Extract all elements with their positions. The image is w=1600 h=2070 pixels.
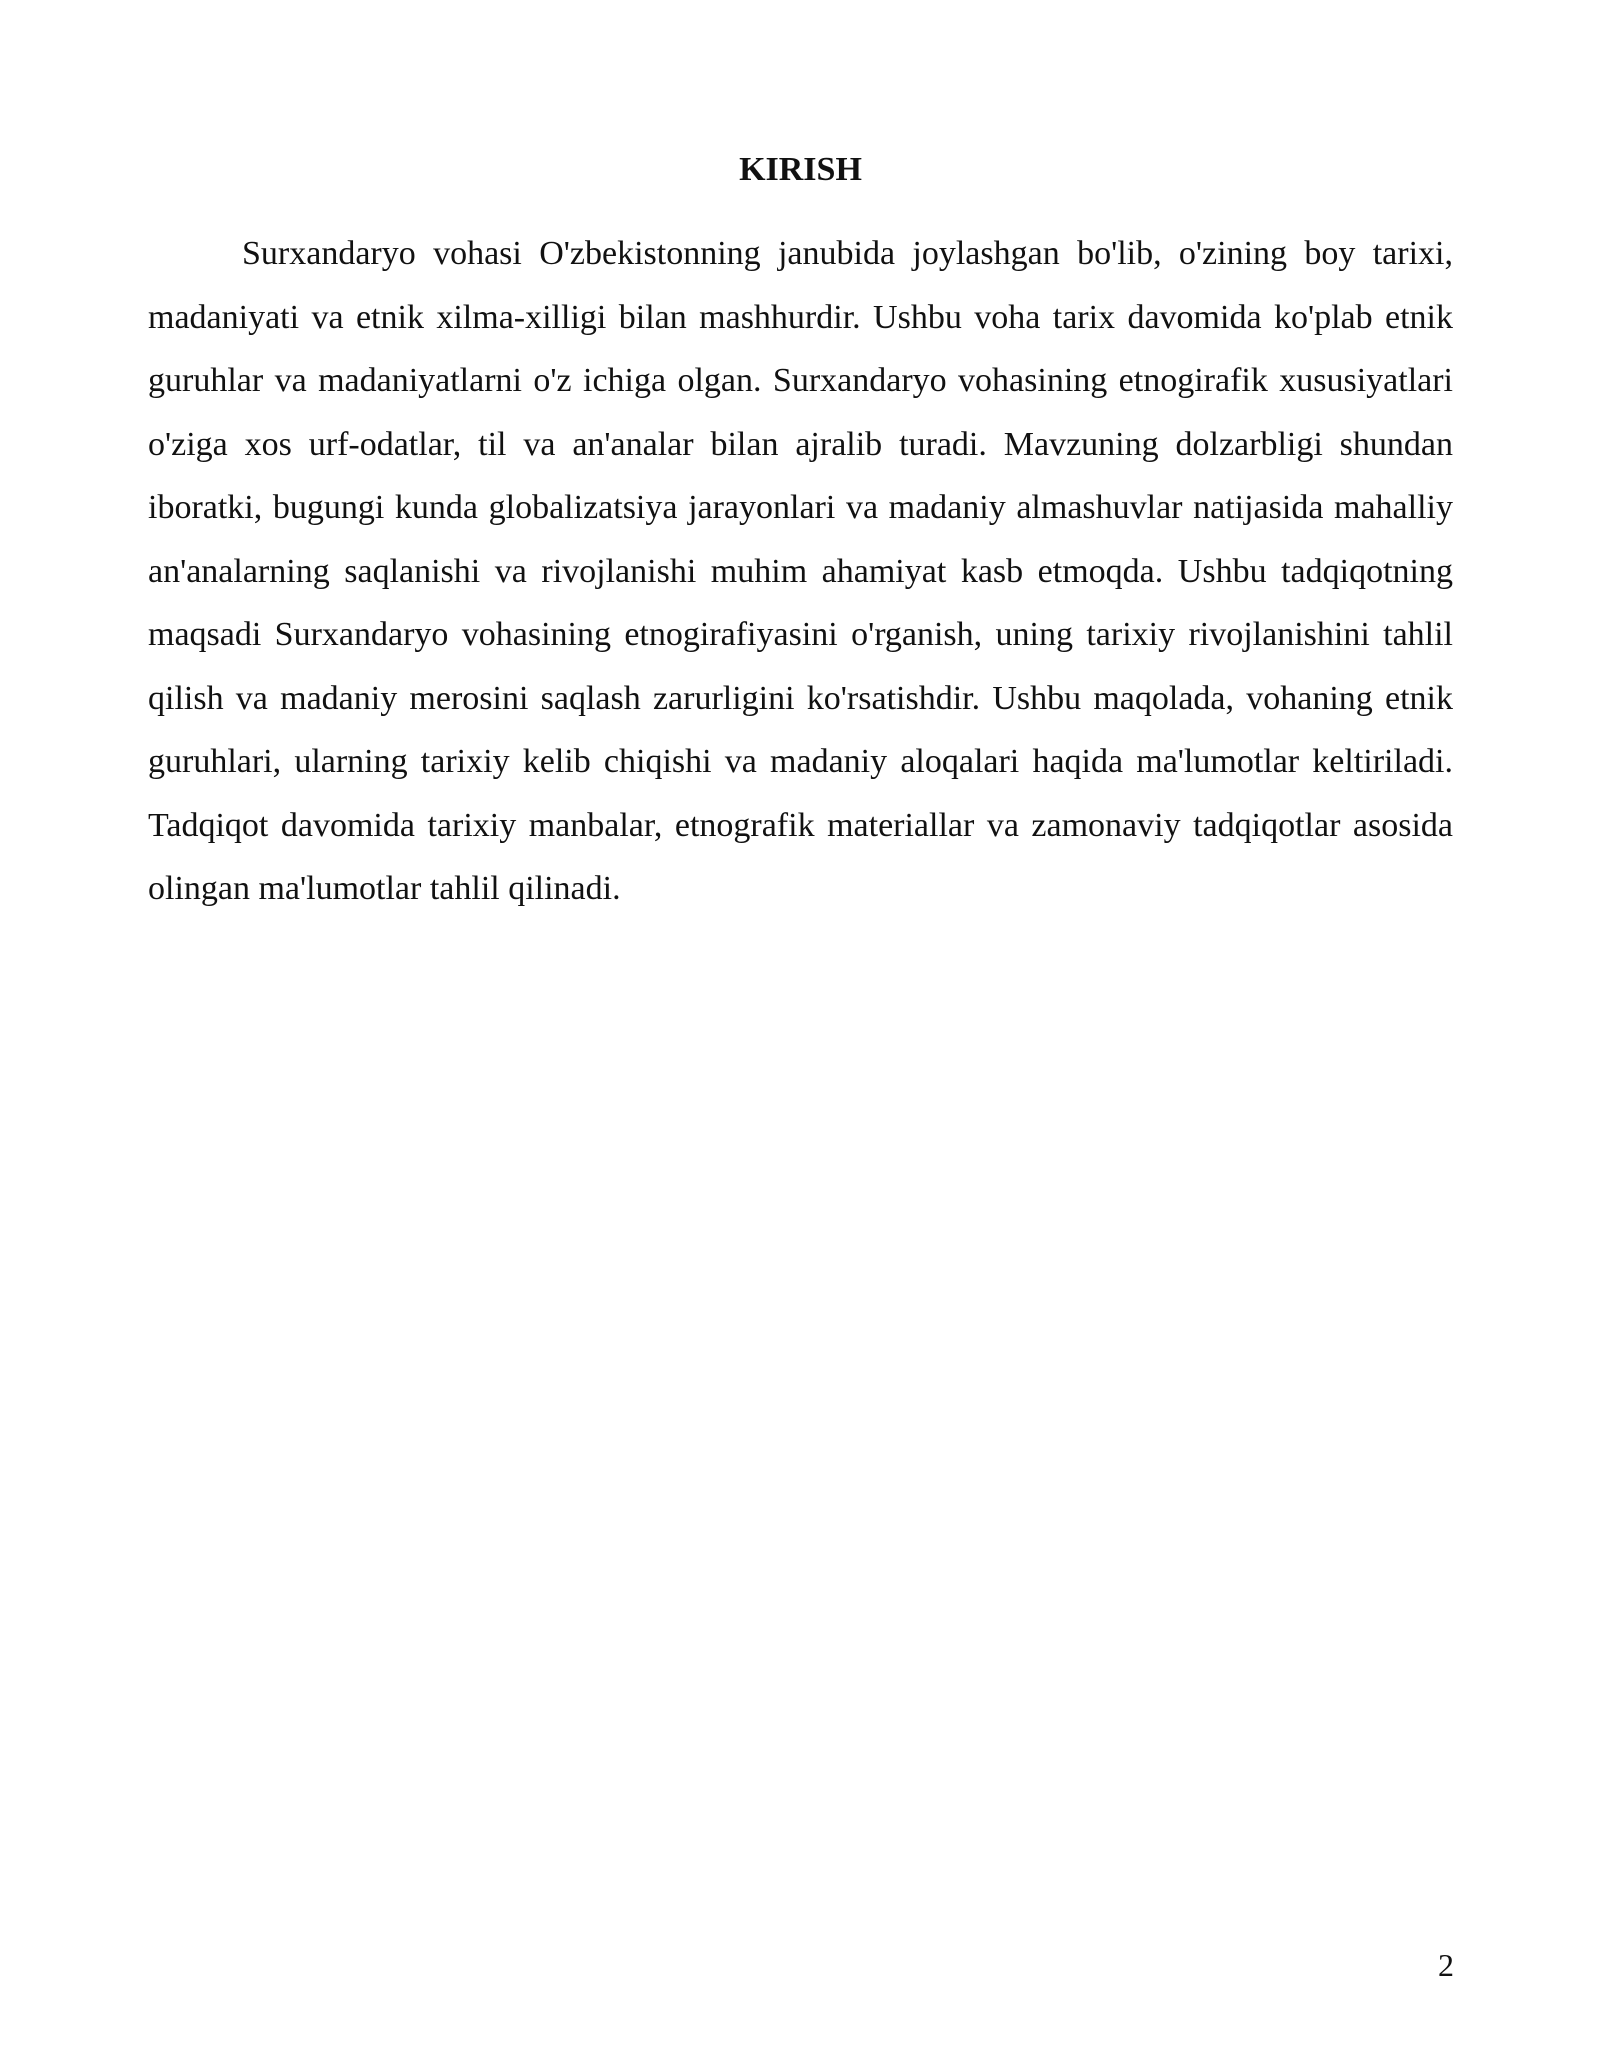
page-title: KIRISH <box>739 151 862 188</box>
page-number: 2 <box>1438 1947 1454 1983</box>
body-paragraph: Surxandaryo vohasi O'zbekistonning janubida joylashgan bo'lib, o'zining boy tarixi, madaniyati va etnik xilma-xilligi bilan mashhurdir. Ushbu voha tarix davomida ko'plab etnik guruhlar va madaniyatlarni o'z ichiga olgan. Surxandaryo vohasining etnogirafik xususiyatlari o'ziga xos urf-odatlar, til va an'analar bilan ajralib turadi. Mavzuning dolzarbligi shundan iboratki, bugungi kunda globalizatsiya jarayonlari va madaniy almashuvlar natijasida mahalliy an'analarning saqlanishi va rivojlanishi muhim ahamiyat kasb etmoqda. Ushbu tadqiqotning maqsadi Surxandaryo vohasining etnogirafiyasini o'rganish, uning tarixiy rivojlanishini tahlil qilish va madaniy merosini saqlash zarurligini ko'rsatishdir. Ushbu maqolada, vohaning etnik guruhlari, ularning tarixiy kelib chiqishi va madaniy aloqalari haqida ma'lumotlar keltiriladi. Tadqiqot davomida tarixiy manbalar, etnografik materiallar va zamonaviy tadqiqotlar asosida olingan ma'lumotlar tahlil qilinadi. <box>148 235 1453 907</box>
